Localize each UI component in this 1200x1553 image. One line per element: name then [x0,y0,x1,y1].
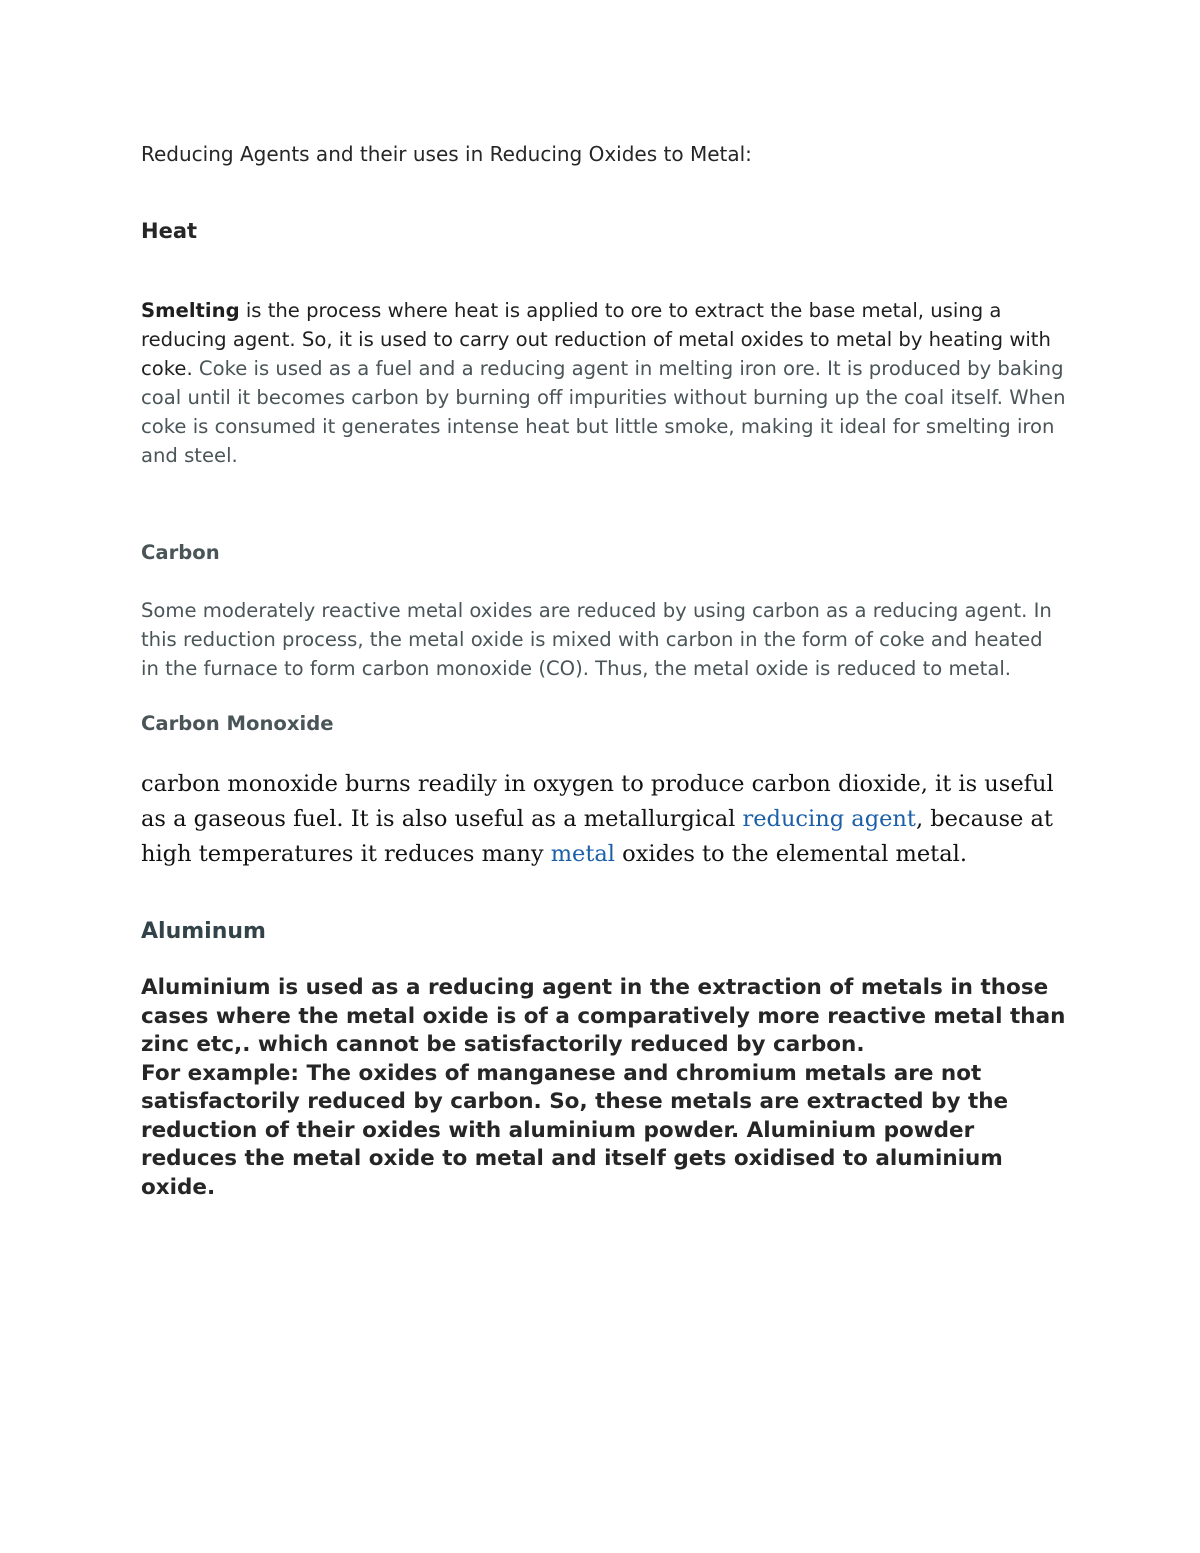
paragraph-aluminium-2: For example: The oxides of manganese and chromium metals are not satisfactorily reduced by carbon. So, these metals are extracted by the reduction of their oxides with aluminium powder. Aluminium powder reduces the metal oxide to metal and itself gets oxidised to aluminium oxide. [141,1060,1009,1200]
paragraph-smelting [141,296,1066,470]
paragraph-aluminium-1: Aluminium is used as a reducing agent in the extraction of metals in those cases where the metal oxide is of a comparatively more reactive metal than zinc etc,. which cannot be satisfactorily reduced by carbon. [141,975,1066,1057]
smelting-text: is the process where heat is applied to ore to extract the base metal, using a reducing agent. So, it is used to carry out reduction of metal oxides to metal by heating with coke. [141,299,1051,380]
co-text-1: carbon monoxide burns readily in oxygen to produce carbon dioxide, it is useful as a gaseous fuel. It is also useful as a metallurgical [141,771,1054,832]
smelting-lead-term: Smelting [141,299,240,322]
link-reducing-agent[interactable]: reducing agent [742,806,916,832]
co-text-3: oxides to the elemental metal. [615,841,967,867]
section-aluminium-text [141,974,1066,1202]
paragraph-carbon-monoxide [141,767,1066,872]
document-body [141,138,1066,1202]
heading-carbon-monoxide: Carbon Monoxide [141,712,334,735]
co-text-2: , because at high temperatures it reduces many [141,806,1053,867]
document-title: Reducing Agents and their uses in Reducing Oxides to Metal: [141,142,752,166]
heading-aluminum: Aluminum [141,919,266,944]
coke-text: Coke is used as a fuel and a reducing agent in melting iron ore. It is produced by baking coal until it becomes carbon by burning off impurities without burning up the coal itself. When coke is consumed it generates intense heat but little smoke, making it ideal for smelting iron and steel. [141,357,1066,467]
heading-carbon: Carbon [141,541,220,564]
paragraph-carbon: Some moderately reactive metal oxides are reduced by using carbon as a reducing agent. In this reduction process, the metal oxide is mixed with carbon in the form of coke and heated in the furnace to form carbon monoxide (CO). Thus, the metal oxide is reduced to metal. [141,599,1052,680]
link-metal[interactable]: metal [550,841,616,867]
heading-heat: Heat [141,219,198,243]
